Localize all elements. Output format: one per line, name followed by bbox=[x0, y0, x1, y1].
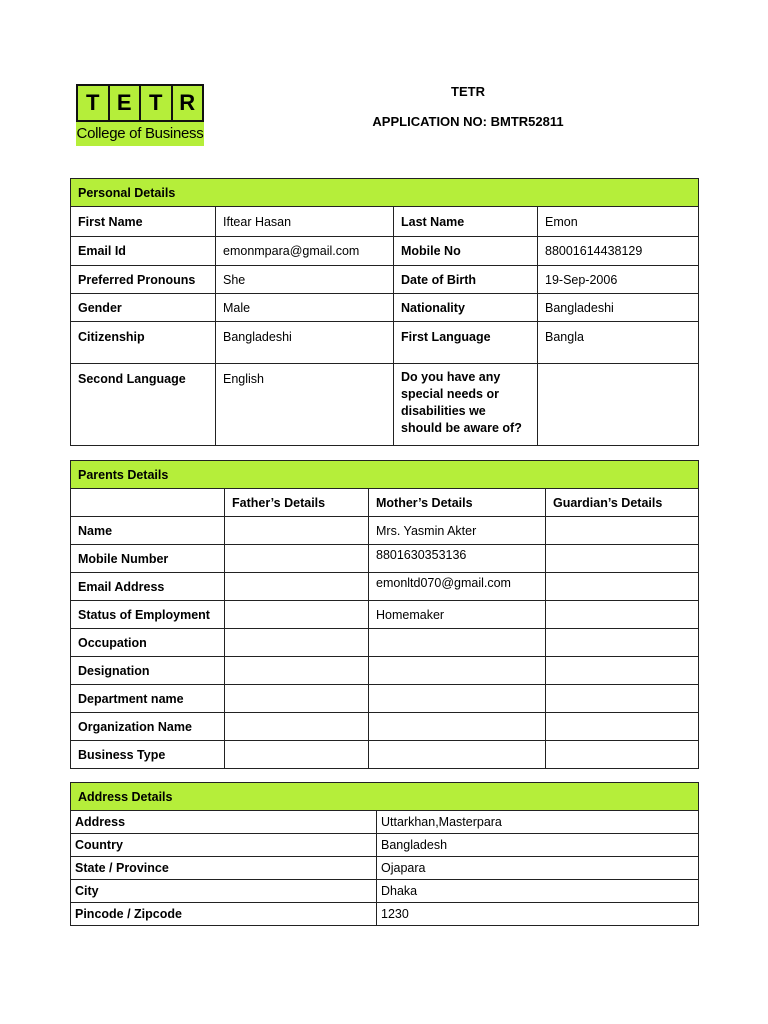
personal-details-table bbox=[70, 178, 699, 446]
state-label: State / Province bbox=[71, 857, 377, 880]
address-value: Uttarkhan,Masterpara bbox=[377, 811, 699, 834]
father-cell bbox=[225, 545, 369, 573]
mobile-label: Mobile No bbox=[394, 237, 538, 266]
dob-value: 19-Sep-2006 bbox=[538, 266, 699, 294]
logo-letter: T bbox=[139, 84, 173, 122]
logo-letter: T bbox=[76, 84, 110, 122]
row-label: Name bbox=[71, 517, 225, 545]
nationality-value: Bangladeshi bbox=[538, 294, 699, 322]
second-language-label: Second Language bbox=[71, 364, 216, 446]
row-label: Organization Name bbox=[71, 713, 225, 741]
personal-details-header: Personal Details bbox=[71, 179, 699, 207]
dob-label: Date of Birth bbox=[394, 266, 538, 294]
mobile-value: 88001614438129 bbox=[538, 237, 699, 266]
pincode-label: Pincode / Zipcode bbox=[71, 903, 377, 926]
table-row bbox=[71, 685, 699, 713]
mother-cell: 8801630353136 bbox=[369, 545, 546, 573]
table-row bbox=[71, 857, 699, 880]
address-details-table bbox=[70, 782, 699, 926]
father-cell bbox=[225, 741, 369, 769]
row-label: Occupation bbox=[71, 629, 225, 657]
mother-cell: emonltd070@gmail.com bbox=[369, 573, 546, 601]
gender-label: Gender bbox=[71, 294, 216, 322]
guardian-cell bbox=[546, 545, 699, 573]
special-needs-value bbox=[538, 364, 699, 446]
table-row bbox=[71, 573, 699, 601]
table-row bbox=[71, 517, 699, 545]
father-cell bbox=[225, 573, 369, 601]
guardian-cell bbox=[546, 657, 699, 685]
parents-header-empty bbox=[71, 489, 225, 517]
guardian-cell bbox=[546, 517, 699, 545]
first-language-label: First Language bbox=[394, 322, 538, 364]
table-row bbox=[71, 601, 699, 629]
application-number: APPLICATION NO: BMTR52811 bbox=[372, 114, 564, 129]
table-row bbox=[71, 629, 699, 657]
logo-subtitle: College of Business bbox=[76, 125, 204, 142]
guardian-cell bbox=[546, 573, 699, 601]
guardian-cell bbox=[546, 601, 699, 629]
city-value: Dhaka bbox=[377, 880, 699, 903]
country-label: Country bbox=[71, 834, 377, 857]
last-name-label: Last Name bbox=[394, 207, 538, 237]
logo-letter: R bbox=[171, 84, 205, 122]
row-label: Department name bbox=[71, 685, 225, 713]
table-row bbox=[71, 903, 699, 926]
citizenship-label: Citizenship bbox=[71, 322, 216, 364]
table-row bbox=[71, 880, 699, 903]
address-label: Address bbox=[71, 811, 377, 834]
parents-details-table bbox=[70, 460, 699, 769]
guardian-cell bbox=[546, 741, 699, 769]
table-row bbox=[71, 811, 699, 834]
table-row bbox=[71, 545, 699, 573]
father-cell bbox=[225, 629, 369, 657]
tetr-logo bbox=[76, 84, 204, 146]
mother-details-header: Mother’s Details bbox=[369, 489, 546, 517]
row-label: Email Address bbox=[71, 573, 225, 601]
mother-cell bbox=[369, 741, 546, 769]
special-needs-label: Do you have any special needs or disabilities we should be aware of? bbox=[394, 364, 538, 446]
row-label: Mobile Number bbox=[71, 545, 225, 573]
address-details-header: Address Details bbox=[71, 783, 699, 811]
pronouns-label: Preferred Pronouns bbox=[71, 266, 216, 294]
mother-cell: Homemaker bbox=[369, 601, 546, 629]
parents-details-header: Parents Details bbox=[71, 461, 699, 489]
nationality-label: Nationality bbox=[394, 294, 538, 322]
father-cell bbox=[225, 517, 369, 545]
father-cell bbox=[225, 685, 369, 713]
table-row bbox=[71, 834, 699, 857]
country-value: Bangladesh bbox=[377, 834, 699, 857]
table-row bbox=[71, 713, 699, 741]
row-label: Designation bbox=[71, 657, 225, 685]
citizenship-value: Bangladeshi bbox=[216, 322, 394, 364]
row-label: Business Type bbox=[71, 741, 225, 769]
logo-letters bbox=[76, 84, 204, 122]
gender-value: Male bbox=[216, 294, 394, 322]
pronouns-value: She bbox=[216, 266, 394, 294]
first-language-value: Bangla bbox=[538, 322, 699, 364]
row-label: Status of Employment bbox=[71, 601, 225, 629]
guardian-cell bbox=[546, 685, 699, 713]
email-value: emonmpara@gmail.com bbox=[216, 237, 394, 266]
mother-cell bbox=[369, 629, 546, 657]
mother-cell bbox=[369, 657, 546, 685]
logo-letter: E bbox=[108, 84, 142, 122]
pincode-value: 1230 bbox=[377, 903, 699, 926]
mother-cell bbox=[369, 713, 546, 741]
first-name-value: Iftear Hasan bbox=[216, 207, 394, 237]
second-language-value: English bbox=[216, 364, 394, 446]
guardian-details-header: Guardian’s Details bbox=[546, 489, 699, 517]
document-title: TETR bbox=[451, 84, 485, 99]
first-name-label: First Name bbox=[71, 207, 216, 237]
father-cell bbox=[225, 601, 369, 629]
table-row bbox=[71, 741, 699, 769]
father-cell bbox=[225, 657, 369, 685]
last-name-value: Emon bbox=[538, 207, 699, 237]
table-row bbox=[71, 657, 699, 685]
state-value: Ojapara bbox=[377, 857, 699, 880]
email-label: Email Id bbox=[71, 237, 216, 266]
father-details-header: Father’s Details bbox=[225, 489, 369, 517]
guardian-cell bbox=[546, 629, 699, 657]
mother-cell bbox=[369, 685, 546, 713]
father-cell bbox=[225, 713, 369, 741]
guardian-cell bbox=[546, 713, 699, 741]
city-label: City bbox=[71, 880, 377, 903]
mother-cell: Mrs. Yasmin Akter bbox=[369, 517, 546, 545]
